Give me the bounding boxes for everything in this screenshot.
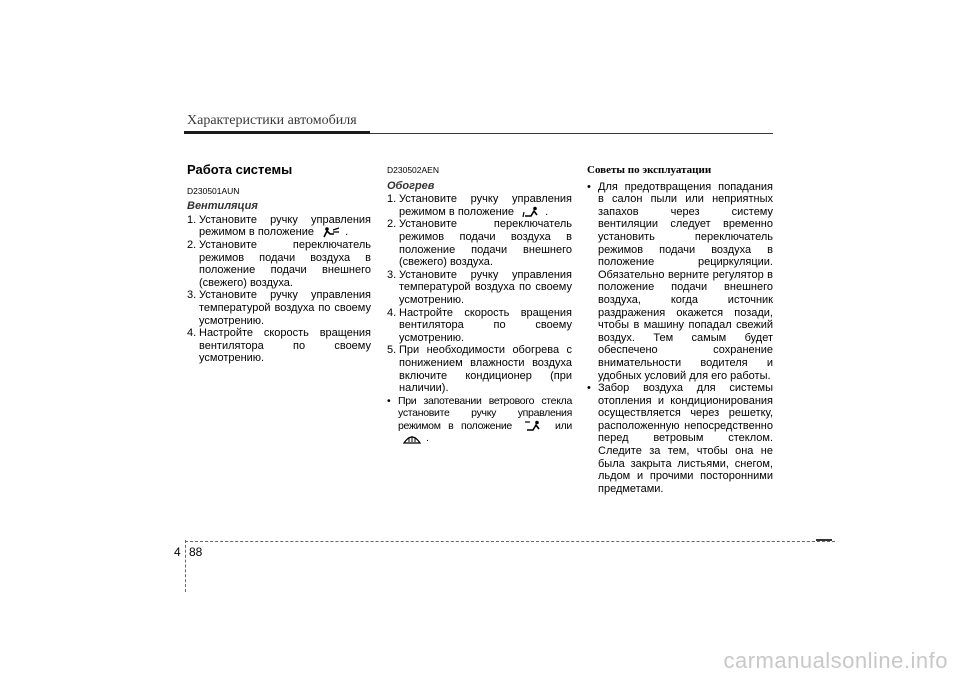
footer-dash	[816, 539, 832, 541]
or-text: или	[555, 419, 572, 432]
list-item	[587, 382, 773, 495]
page-number: 88	[189, 545, 203, 559]
footer-rule	[185, 541, 835, 542]
period: .	[345, 226, 349, 239]
column-operation	[187, 164, 371, 365]
tip-text: Для предотвращения попадания в салон пыли или неприятных запахов через систему вентиляции следует временно установить переключатель режимов подачи воздуха в положение рециркуляции. Обязательно верните регулятор в положение подачи внешнего воздуха, когда источник раздражения окажется позади, чтобы в машину попадал свежий воздух. Тем самым будет обеспечено сохранение внимательности водителя и удобных условий для его работы.	[598, 180, 773, 382]
tips-heading: Советы по эксплуатации	[587, 164, 712, 176]
list-item	[587, 181, 773, 383]
section-heading: Работа системы	[187, 162, 293, 177]
footer-divider	[185, 540, 186, 592]
section-code: D230501AUN	[187, 185, 240, 196]
defog-note	[387, 395, 572, 445]
step-text: Установите переключатель режимов подачи воздуха в положение подачи внешнего (свежего) воздуха.	[399, 218, 572, 269]
step-text: Настройте скорость вращения вентилятора по своему усмотрению.	[199, 327, 371, 365]
floor-mode-icon	[521, 206, 541, 218]
step-text: Установите ручку управления режимом в положение	[399, 193, 572, 218]
step-text: Настройте скорость вращения вентилятора по своему усмотрению.	[399, 306, 572, 344]
subheading-heating: Обогрев	[387, 179, 435, 192]
watermark: carmanualsonline.info	[723, 648, 948, 673]
step-text: Установите ручку управления режимом в положение	[199, 213, 371, 239]
face-vent-mode-icon	[321, 226, 341, 238]
list-item	[187, 239, 371, 289]
list-marker: 5.	[387, 344, 397, 357]
column-heating	[387, 164, 572, 445]
list-item	[387, 395, 572, 445]
list-item	[387, 307, 572, 345]
list-item	[187, 214, 371, 239]
list-marker: 1.	[387, 193, 397, 206]
tips-list	[587, 181, 773, 496]
list-marker: 2.	[387, 218, 397, 231]
period: .	[545, 205, 549, 218]
list-item	[387, 218, 572, 268]
list-item	[387, 344, 572, 394]
chapter-number: 4	[174, 545, 181, 559]
list-marker: 2.	[187, 238, 197, 251]
note-text: При запотевании ветрового стекла установите ручку управления режимом в положение	[398, 394, 572, 432]
bullet-marker: •	[587, 180, 591, 193]
heating-steps	[387, 193, 572, 395]
section-code: D230502AEN	[387, 165, 439, 175]
ventilation-steps	[187, 214, 371, 365]
list-marker: 4.	[187, 327, 197, 340]
list-item	[387, 193, 572, 218]
bullet-marker: •	[587, 382, 591, 395]
step-text: При необходимости обогрева с понижением влажности воздуха включите кондиционер (при наличии).	[399, 344, 572, 395]
step-text: Установите ручку управления температурой воздуха по своему усмотрению.	[399, 268, 572, 306]
column-tips	[587, 164, 773, 495]
list-marker: 3.	[187, 289, 197, 302]
list-item	[187, 327, 371, 365]
defrost-mode-icon	[402, 433, 422, 445]
tip-text: Забор воздуха для системы отопления и кондиционирования осуществляется через решетку, расположенную непосредственно перед ветровым стеклом. Следите за тем, чтобы она не была закрыта листьями, снегом, льдом и прочими посторонними предметами.	[598, 382, 773, 495]
list-item	[187, 289, 371, 327]
step-text: Установите переключатель режимов подачи воздуха в положение подачи внешнего (свежего) воздуха.	[199, 238, 371, 289]
list-marker: 4.	[387, 306, 397, 319]
header-rule	[370, 133, 773, 134]
list-marker: 1.	[187, 213, 197, 226]
floor-defrost-mode-icon	[523, 420, 543, 432]
subheading-ventilation: Вентиляция	[187, 200, 258, 213]
period: .	[426, 432, 429, 445]
bullet-marker: •	[387, 394, 391, 407]
page-header-title: Характеристики автомобиля	[187, 113, 357, 128]
step-text: Установите ручку управления температурой воздуха по своему усмотрению.	[199, 289, 371, 327]
header-bar	[184, 131, 370, 134]
list-marker: 3.	[387, 268, 397, 281]
list-item	[387, 269, 572, 307]
